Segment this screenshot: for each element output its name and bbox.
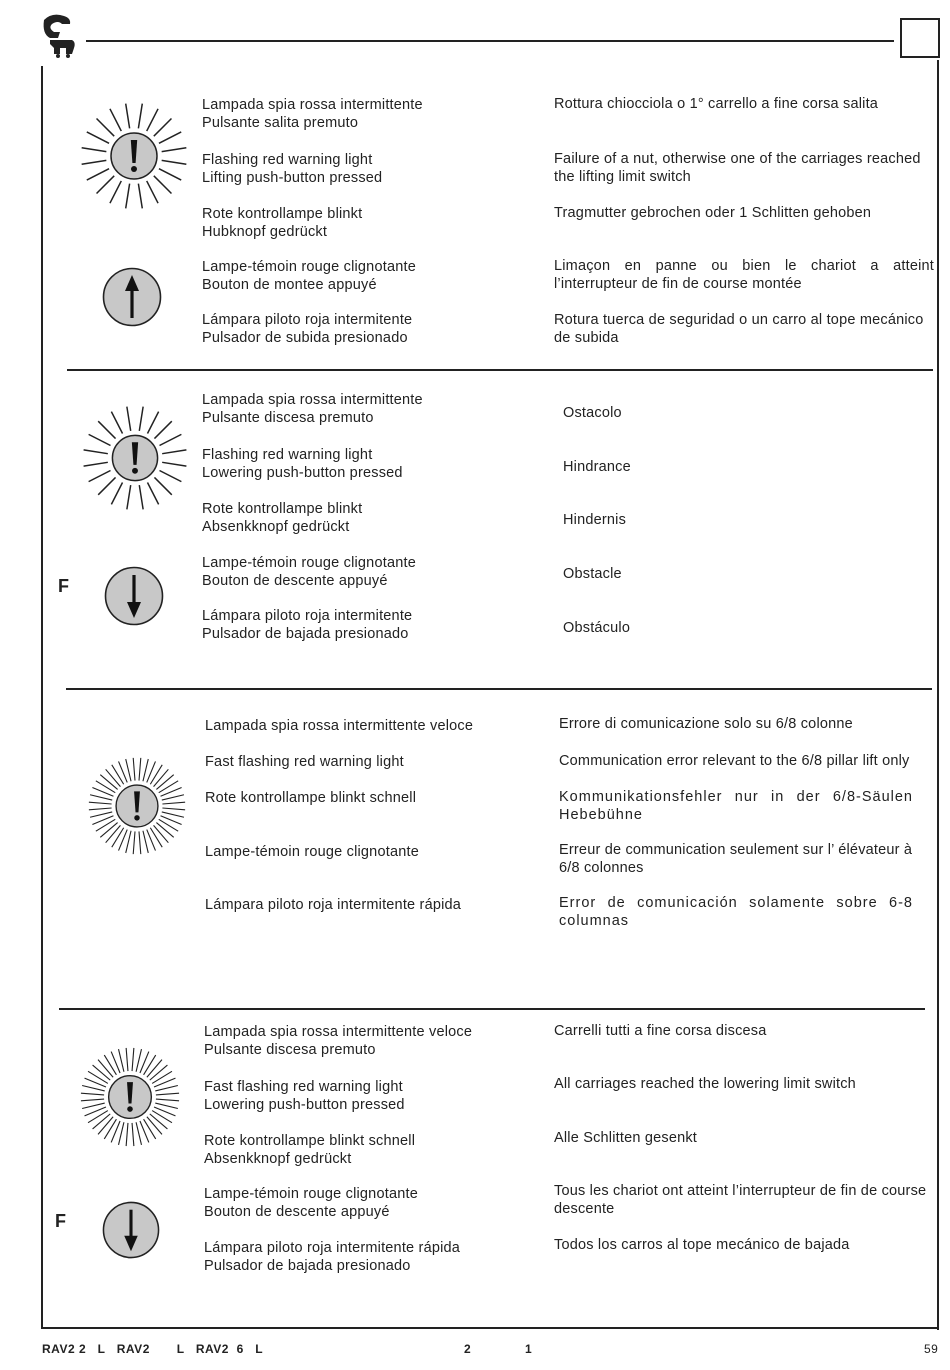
s4-right-en: All carriages reached the lowering limit switch — [554, 1076, 856, 1092]
up-arrow-button-icon — [102, 267, 162, 327]
s1-left-de: Rote kontrollampe blinkt Hubknopf gedrückt — [202, 206, 363, 240]
header-rule — [86, 40, 894, 42]
s2-right-es: Obstáculo — [563, 620, 631, 636]
s4-left-es: Lámpara piloto roja intermitente rápida Pulsador de bajada presionado — [204, 1240, 461, 1274]
section-f-label: F — [58, 576, 69, 596]
s3-right-it: Errore di comunicazione solo su 6/8 colonne — [559, 716, 853, 732]
s2-right-fr: Obstacle — [563, 566, 622, 582]
flashing-warning-icon — [80, 403, 190, 513]
right-border — [937, 60, 939, 1330]
corner-box — [900, 18, 940, 58]
down-arrow-button-icon — [102, 1201, 160, 1259]
s2-right-en: Hindrance — [563, 459, 631, 475]
s1-right-de: Tragmutter gebrochen oder 1 Schlitten gehoben — [554, 205, 872, 221]
s1-left-en: Flashing red warning light Lifting push-button pressed — [202, 152, 383, 186]
footer-model: RAV2 2 L RAV2 L RAV2 6 L — [42, 1342, 264, 1356]
s3-right-de: Kommunikationsfehler nur in der 6/8-Säulen Hebebühne — [559, 789, 913, 823]
s2-right-de: Hindernis — [563, 512, 627, 528]
s3-left-de: Rote kontrollampe blinkt schnell — [205, 790, 417, 806]
s3-left-it: Lampada spia rossa intermittente veloce — [205, 718, 474, 734]
s4-left-it: Lampada spia rossa intermittente veloce Pulsante discesa premuto — [204, 1024, 473, 1058]
s2-left-es: Lámpara piloto roja intermitente Pulsador de bajada presionado — [202, 608, 413, 642]
mechanic-logo-icon — [38, 12, 80, 58]
s1-right-it: Rottura chiocciola o 1° carrello a fine corsa salita — [554, 96, 879, 112]
s3-right-es: Error de comunicación solamente sobre 6-8 columnas — [559, 895, 913, 929]
s1-right-fr: Limaçon en panne ou bien le chariot a atteint l’interrupteur de fin de course montée — [554, 258, 934, 292]
s2-right-it: Ostacolo — [563, 405, 622, 421]
s3-right-fr: Erreur de communication seulement sur l’ élévateur à 6/8 colonnes — [559, 842, 913, 876]
s2-left-it: Lampada spia rossa intermittente Pulsante discesa premuto — [202, 392, 423, 426]
s1-left-it: Lampada spia rossa intermittente Pulsante salita premuto — [202, 97, 423, 131]
s1-left-es: Lámpara piloto roja intermitente Pulsador de subida presionado — [202, 312, 413, 346]
down-arrow-button-icon — [104, 566, 164, 626]
footer-mid-1: 2 — [464, 1342, 472, 1356]
s4-left-en: Fast flashing red warning light Lowering push-button pressed — [204, 1079, 405, 1113]
flashing-warning-icon — [78, 100, 190, 212]
s4-right-it: Carrelli tutti a fine corsa discesa — [554, 1023, 767, 1039]
section-divider — [66, 688, 932, 690]
s1-right-en: Failure of a nut, otherwise one of the carriages reached the lifting limit switch — [554, 151, 921, 185]
s3-left-es: Lámpara piloto roja intermitente rápida — [205, 897, 462, 913]
s4-left-fr: Lampe-témoin rouge clignotante Bouton de descente appuyé — [204, 1186, 418, 1220]
s2-left-fr: Lampe-témoin rouge clignotante Bouton de descente appuyé — [202, 555, 416, 589]
page-number: 59 — [924, 1342, 939, 1356]
section-f-label: F — [55, 1211, 66, 1231]
s4-right-de: Alle Schlitten gesenkt — [554, 1130, 698, 1146]
section-divider — [67, 369, 933, 371]
section-divider — [59, 1008, 925, 1010]
s3-left-fr: Lampe-témoin rouge clignotante — [205, 844, 419, 860]
s4-right-es: Todos los carros al tope mecánico de bajada — [554, 1237, 850, 1253]
fast-flashing-warning-icon — [86, 755, 188, 857]
s4-right-fr: Tous les chariot ont atteint l’interrupteur de fin de course descente — [554, 1183, 927, 1217]
s2-left-en: Flashing red warning light Lowering push-button pressed — [202, 447, 403, 481]
s1-left-fr: Lampe-témoin rouge clignotante Bouton de montee appuyé — [202, 259, 416, 293]
s3-left-en: Fast flashing red warning light — [205, 754, 404, 770]
left-border — [41, 66, 43, 1328]
s3-right-en: Communication error relevant to the 6/8 pillar lift only — [559, 753, 910, 769]
footer-mid-2: 1 — [525, 1342, 533, 1356]
fast-flashing-warning-icon — [78, 1045, 182, 1149]
s4-left-de: Rote kontrollampe blinkt schnell Absenkknopf gedrückt — [204, 1133, 416, 1167]
s1-right-es: Rotura tuerca de seguridad o un carro al tope mecánico de subida — [554, 312, 924, 346]
s2-left-de: Rote kontrollampe blinkt Absenkknopf gedrückt — [202, 501, 363, 535]
bottom-rule — [41, 1327, 938, 1329]
